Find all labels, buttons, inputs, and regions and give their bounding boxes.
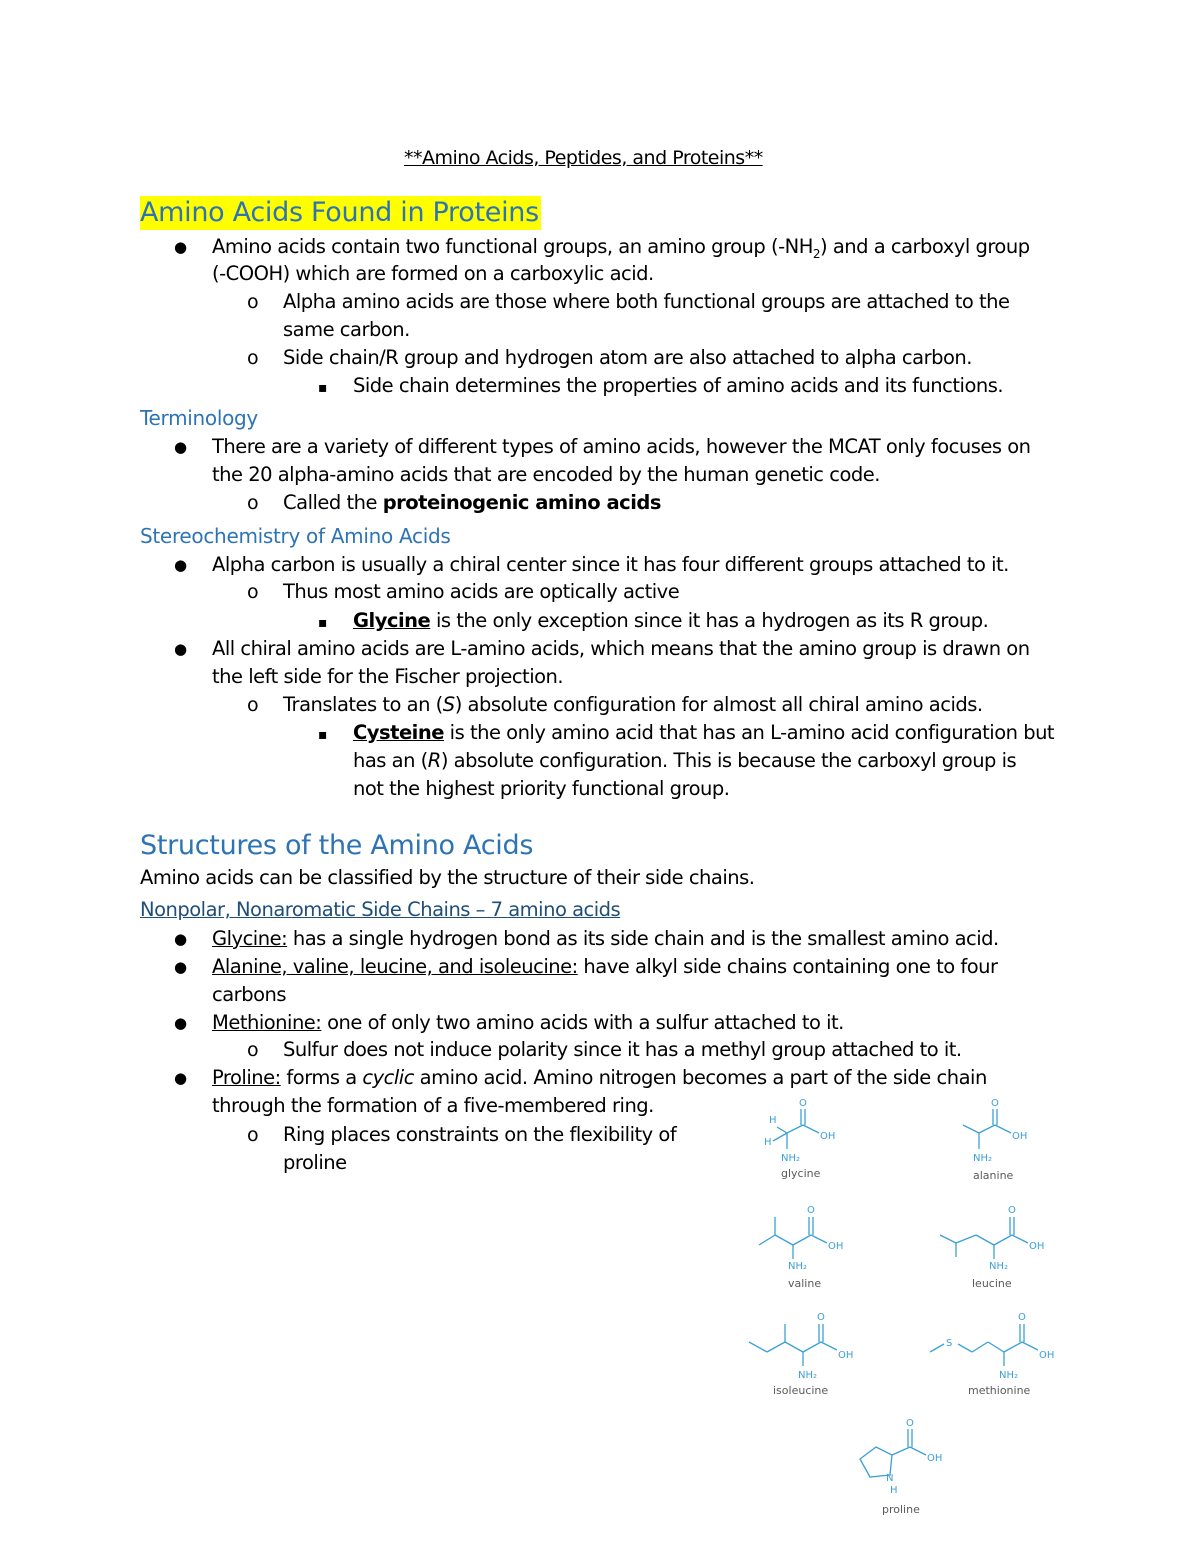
paragraph-line: carbons — [212, 983, 287, 1006]
proline-label: proline — [882, 1503, 920, 1516]
paragraph-line: Thus most amino acids are optically active — [283, 580, 680, 603]
svg-text:O: O — [991, 1098, 999, 1109]
bullet-square — [318, 375, 328, 400]
svg-text:NH₂: NH₂ — [798, 1370, 818, 1381]
paragraph-line: Alpha carbon is usually a chiral center since it has four different groups attached to it. — [212, 553, 1009, 576]
paragraph-line: All chiral amino acids are L-amino acids, which means that the amino group is drawn on — [212, 637, 1030, 660]
isoleucine-label: isoleucine — [773, 1384, 829, 1397]
paragraph-line: Alpha amino acids are those where both functional groups are attached to the — [283, 290, 1010, 313]
paragraph-line: Translates to an (S) absolute configuration for almost all chiral amino acids. — [283, 693, 983, 716]
proline-structure — [850, 1415, 970, 1520]
paragraph-line: Methionine: one of only two amino acids with a sulfur attached to it. — [212, 1011, 844, 1034]
subsection-heading-nonpolar: Nonpolar, Nonaromatic Side Chains – 7 amino acids — [140, 898, 621, 921]
svg-text:S: S — [946, 1338, 953, 1349]
valine-label: valine — [788, 1277, 822, 1290]
paragraph-line: Sulfur does not induce polarity since it has a methyl group attached to it. — [283, 1038, 962, 1061]
document-title: **Amino Acids, Peptides, and Proteins** — [404, 147, 763, 169]
paragraph-line: Amino acids can be classified by the structure of their side chains. — [140, 866, 755, 889]
bullet-dot — [174, 235, 187, 259]
paragraph-line: proline — [283, 1151, 347, 1174]
paragraph-line: Ring places constraints on the flexibility of — [283, 1123, 677, 1146]
paragraph-line: same carbon. — [283, 318, 410, 341]
paragraph-line: Amino acids contain two functional groups, an amino group $(-NH_2)$ and a carboxyl group — [212, 235, 1030, 261]
alanine-structure — [955, 1095, 1065, 1185]
svg-text:O: O — [906, 1418, 914, 1429]
svg-text:NH₂: NH₂ — [989, 1261, 1009, 1272]
bullet-dot — [174, 435, 187, 459]
svg-text:OH: OH — [838, 1350, 854, 1361]
svg-text:OH: OH — [927, 1453, 943, 1464]
isoleucine-structure — [745, 1310, 865, 1402]
bullet-dot — [174, 1011, 187, 1035]
bullet-circle — [247, 491, 259, 516]
svg-text:N: N — [886, 1473, 894, 1484]
section-heading-stereochemistry: Stereochemistry of Amino Acids — [140, 524, 451, 548]
glycine-structure — [755, 1095, 865, 1185]
svg-text:O: O — [799, 1098, 807, 1109]
leucine-label: leucine — [972, 1277, 1012, 1290]
svg-text:O: O — [1008, 1205, 1016, 1216]
svg-text:H: H — [764, 1137, 772, 1148]
svg-text:NH₂: NH₂ — [781, 1153, 801, 1164]
bullet-circle — [247, 693, 259, 718]
svg-text:H: H — [769, 1115, 777, 1126]
bullet-circle — [247, 1123, 259, 1148]
paragraph-line: has an (R) absolute configuration. This is because the carboxyl group is — [353, 749, 1017, 772]
svg-text:OH: OH — [828, 1241, 844, 1252]
paragraph-line: the left side for the Fischer projection. — [212, 665, 564, 688]
paragraph-line: not the highest priority functional group. — [353, 777, 730, 800]
valine-structure — [755, 1205, 875, 1295]
svg-text:H: H — [890, 1485, 898, 1496]
paragraph-line: Glycine: has a single hydrogen bond as its side chain and is the smallest amino acid. — [212, 927, 999, 950]
svg-text:OH: OH — [1039, 1350, 1055, 1361]
svg-text:NH₂: NH₂ — [999, 1370, 1019, 1381]
bullet-square — [318, 722, 328, 747]
bullet-square — [318, 610, 328, 635]
svg-text:O: O — [817, 1312, 825, 1323]
bullet-dot — [174, 955, 187, 979]
svg-text:O: O — [1018, 1312, 1026, 1323]
section-heading-amino-acids-in-proteins: Amino Acids Found in Proteins — [140, 197, 539, 228]
paragraph-line: the 20 alpha-amino acids that are encoded by the human genetic code. — [212, 463, 880, 486]
section-heading-structures: Structures of the Amino Acids — [140, 830, 534, 861]
svg-text:OH: OH — [1012, 1131, 1028, 1142]
paragraph-line: Glycine is the only exception since it has a hydrogen as its R group. — [353, 609, 989, 632]
bullet-circle — [247, 346, 259, 371]
paragraph-line: Side chain/R group and hydrogen atom are also attached to alpha carbon. — [283, 346, 972, 369]
paragraph-line: Called the proteinogenic amino acids — [283, 491, 661, 514]
bullet-circle — [247, 1038, 259, 1063]
bullet-circle — [247, 580, 259, 605]
svg-text:OH: OH — [820, 1131, 836, 1142]
glycine-label: glycine — [781, 1167, 821, 1180]
svg-text:NH₂: NH₂ — [973, 1153, 993, 1164]
paragraph-line: There are a variety of different types of amino acids, however the MCAT only focuses on — [212, 435, 1031, 458]
paragraph-line: through the formation of a five-membered ring. — [212, 1094, 654, 1117]
paragraph-line: Proline: forms a cyclic amino acid. Amino nitrogen becomes a part of the side chain — [212, 1066, 987, 1089]
methionine-label: methionine — [968, 1384, 1031, 1397]
bullet-dot — [174, 637, 187, 661]
svg-text:OH: OH — [1029, 1241, 1045, 1252]
bullet-dot — [174, 1066, 187, 1090]
alanine-label: alanine — [973, 1169, 1014, 1182]
leucine-structure — [938, 1205, 1058, 1295]
methionine-structure — [928, 1310, 1068, 1402]
svg-text:O: O — [807, 1205, 815, 1216]
paragraph-line: Side chain determines the properties of amino acids and its functions. — [353, 374, 1004, 397]
paragraph-line: (-COOH) which are formed on a carboxylic acid. — [212, 262, 654, 285]
paragraph-line: Cysteine is the only amino acid that has an L-amino acid configuration but — [353, 721, 1055, 744]
bullet-circle — [247, 290, 259, 315]
paragraph-line: Alanine, valine, leucine, and isoleucine: have alkyl side chains containing one to four — [212, 955, 998, 978]
bullet-dot — [174, 927, 187, 951]
bullet-dot — [174, 553, 187, 577]
section-heading-terminology: Terminology — [140, 406, 258, 430]
svg-text:NH₂: NH₂ — [788, 1261, 808, 1272]
